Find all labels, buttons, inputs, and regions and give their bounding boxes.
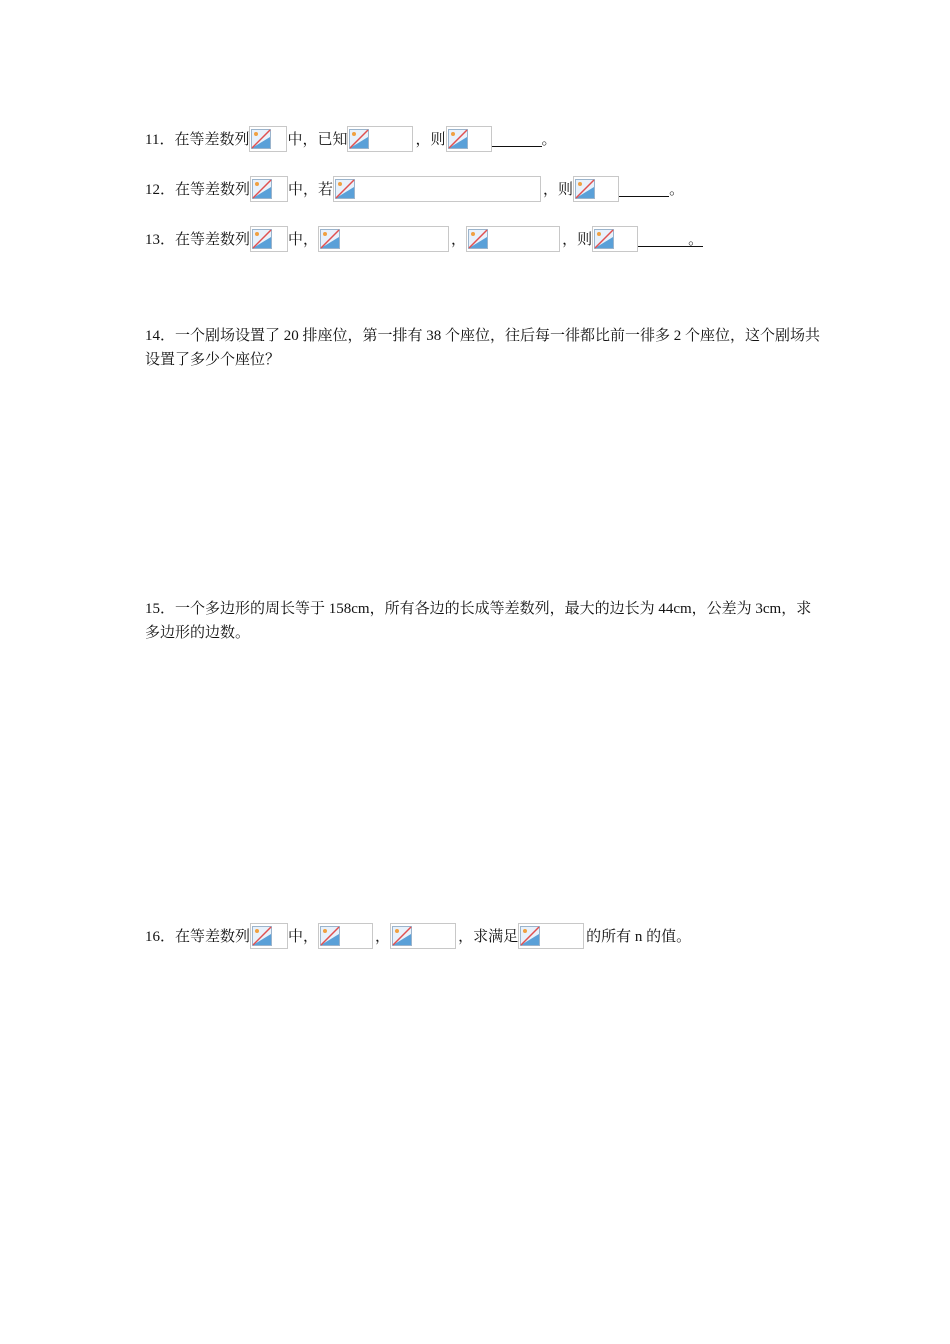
question-11 <box>145 128 557 152</box>
question-text: ， <box>451 232 467 248</box>
broken-image-icon <box>250 923 288 949</box>
question-12 <box>145 178 684 202</box>
broken-image-icon <box>446 126 492 152</box>
question-text: 中， <box>288 929 319 945</box>
broken-image-icon <box>318 923 373 949</box>
question-text: 。 <box>541 132 557 148</box>
question-16 <box>145 925 691 949</box>
broken-image-icon <box>573 176 619 202</box>
broken-image-icon <box>333 176 541 202</box>
answer-blank <box>492 128 542 147</box>
question-text: 在等差数列 <box>175 232 251 248</box>
question-text: 。 <box>669 182 685 198</box>
question-number: 11． <box>145 132 175 148</box>
question-text: 中，已知 <box>287 132 348 148</box>
question-number: 13． <box>145 232 176 248</box>
question-text: ， <box>375 929 391 945</box>
question-text: 中， <box>288 232 319 248</box>
question-number: 12． <box>145 182 176 198</box>
question-text: 在等差数列 <box>174 132 250 148</box>
broken-image-icon <box>249 126 287 152</box>
question-text: ，则 <box>562 232 593 248</box>
question-text: 。 <box>688 228 703 247</box>
question-text: ，则 <box>543 182 574 198</box>
broken-image-icon <box>592 226 638 252</box>
question-14: 14．一个剧场设置了 20 排座位，第一排有 38 个座位，往后每一徘都比前一徘多 2 个座位，这个剧场共设置了多少个座位？ <box>145 328 821 368</box>
broken-image-icon <box>390 923 456 949</box>
broken-image-icon <box>318 226 449 252</box>
question-text: 中，若 <box>288 182 334 198</box>
broken-image-icon <box>466 226 560 252</box>
broken-image-icon <box>250 176 288 202</box>
answer-blank <box>619 178 669 197</box>
question-13 <box>145 228 703 252</box>
question-text: 在等差数列 <box>175 929 251 945</box>
question-text: 在等差数列 <box>175 182 251 198</box>
question-text: ，则 <box>415 132 446 148</box>
broken-image-icon <box>518 923 584 949</box>
broken-image-icon <box>250 226 288 252</box>
question-text: ，求满足 <box>458 929 519 945</box>
question-text: 的所有 n 的值。 <box>586 929 692 945</box>
question-number: 16． <box>145 929 176 945</box>
question-15: 15．一个多边形的周长等于 158cm，所有各边的长成等差数列，最大的边长为 44cm，公差为 3cm，求多边形的边数。 <box>145 601 812 641</box>
broken-image-icon <box>347 126 413 152</box>
answer-blank <box>638 228 688 247</box>
